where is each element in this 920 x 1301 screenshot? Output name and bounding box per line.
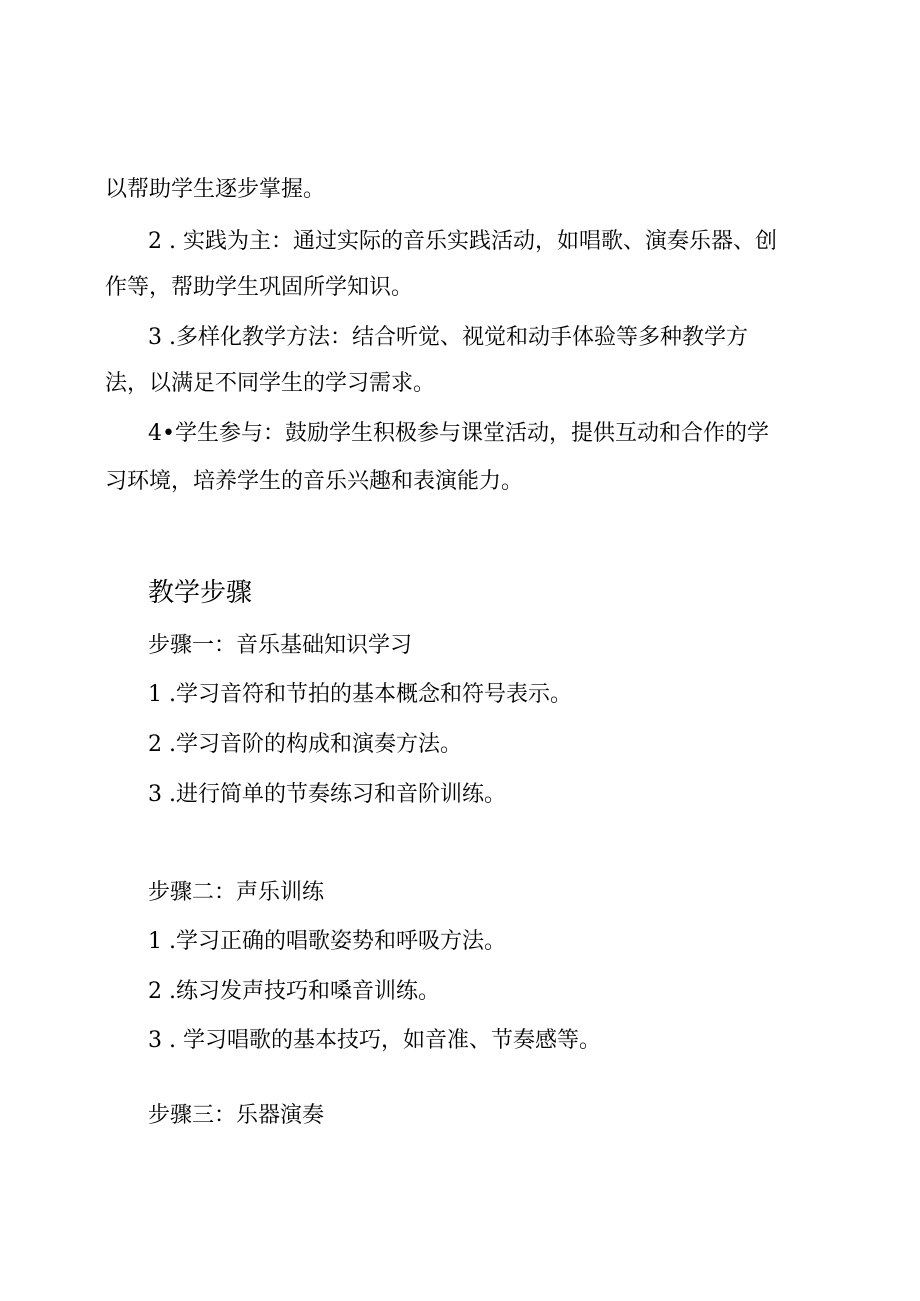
step-2-item-1: 1 .学习正确的唱歌姿势和呼吸方法。 [148,929,506,954]
principle-3-line-1: 3 .多样化教学方法：结合听觉、视觉和动手体验等多种教学方 [148,325,748,350]
principle-2-line-2: 作等，帮助学生巩固所学知识。 [105,275,414,300]
principle-3-line-2: 法，以满足不同学生的学习需求。 [105,371,436,396]
step-1-item-3: 3 .进行简单的节奏练习和音阶训练。 [148,782,506,807]
section-title: 教学步骤 [148,578,253,608]
step-2-item-3: 3 . 学习唱歌的基本技巧，如音准、节奏感等。 [148,1028,601,1053]
principle-4-line-1: 4•学生参与：鼓励学生积极参与课堂活动，提供互动和合作的学 [148,421,769,446]
principle-2-line-1: 2 . 实践为主：通过实际的音乐实践活动，如唱歌、演奏乐器、创 [148,229,777,254]
step-2-title: 步骤二：声乐训练 [148,880,325,905]
step-3-title: 步骤三：乐器演奏 [148,1103,325,1128]
step-1-item-1: 1 .学习音符和节拍的基本概念和符号表示。 [148,682,572,707]
principle-4-line-2: 习环境，培养学生的音乐兴趣和表演能力。 [105,469,524,494]
intro-continuation: 以帮助学生逐步掌握。 [105,177,326,202]
step-1-title: 步骤一：音乐基础知识学习 [148,633,413,658]
step-2-item-2: 2 .练习发声技巧和嗓音训练。 [148,979,440,1004]
step-1-item-2: 2 .学习音阶的构成和演奏方法。 [148,732,462,757]
